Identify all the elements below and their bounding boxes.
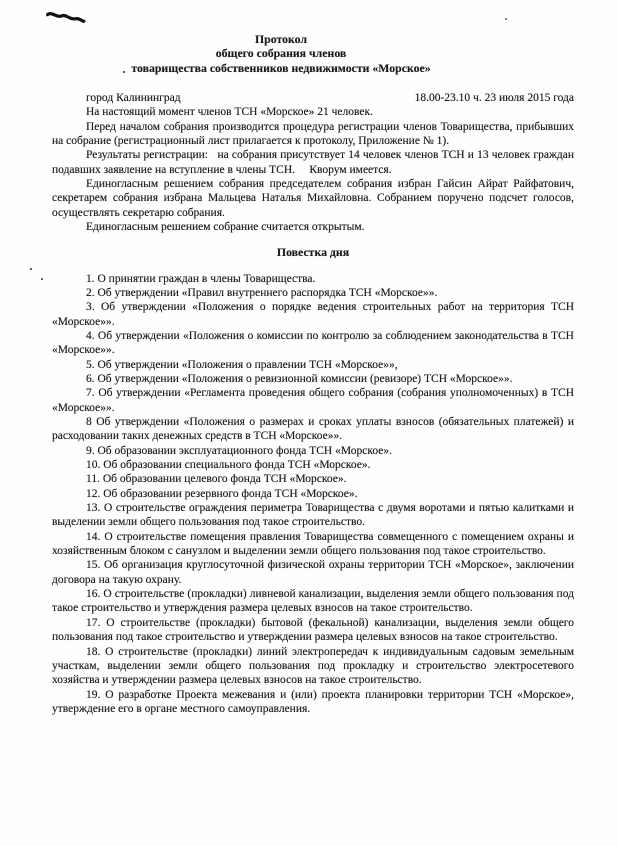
paragraph-registration-results: Результаты регистрации: на собрания присутствует 14 человек членов ТСН и 13 человек граждан подавших заявление на вступление в члены ТСН. Кворум имеется. [52,149,577,176]
agenda-item-19: 19. О разработке Проекта межевания и (или) проекта планировки территории ТСН «Морское», утверждение его в органе местного самоуправления. [52,688,574,715]
title-line-meeting: общего собрания членов [215,46,347,61]
agenda-heading: Повестка дня [276,245,350,260]
paragraph-chairman-secretary: Единогласным решением собрания председателем собрания избран Гайсин Айрат Райфатович, секретарем собрания избрана Мальцева Наталья Михайловна. Собранием поручено подсчет голосов, осуществлять секретарю собрания. [52,177,574,219]
paragraph-registration-procedure: Перед началом собрания производится процедура регистрации членов Товарищества, прибывших на собрание (регистрационный лист прилагается к протоколу, Приложение № 1). [52,120,574,147]
agenda-item-7: 7. Об утверждении «Регламента проведения общего собрания (собрания уполномоченных) в ТСН «Морское»». [52,387,574,414]
document-title [52,32,574,75]
agenda-item-6: 6. Об утверждении «Положения о ревизионной комиссии (ревизоре) ТСН «Морское»». [86,372,513,385]
agenda-item-1: 1. О принятии граждан в члены Товарищества. [86,272,316,285]
agenda-item-13: 13. О строительстве ограждения периметра Товарищества с двумя воротами и пятью калитками и выделении земли общего пользования под такое строительство. [52,502,574,529]
agenda-item-3: 3. Об утверждении «Положения о порядке ведения строительных работ на территория ТСН «Морское»». [52,301,574,328]
agenda-item-4: 4. Об утверждении «Положения о комиссии по контролю за соблюдением законодательства в ТСН «Морское»». [52,329,574,357]
document-content [52,0,577,716]
agenda-item-15: 15. Об организация круглосуточной физической охраны территории ТСН «Морское», заключении договора на такую охрану. [52,559,574,586]
scan-speck [30,268,32,270]
agenda-item-17: 17. О строительстве (прокладки) бытовой (фекальной) канализации, выделения земли общего пользования под такое строительство и утверждении размера целевых взносов на такое строительство. [52,616,574,644]
agenda-item-18: 18. О строительстве (прокладки) линий электропередач к индивидуальным садовым земельным участкам, выделении земли общего пользования под прокладку и строительство электросетевого хозяйства и утверждении размера целевых взносов на такое строительство. [52,645,574,687]
city-label: город Калининград [86,91,181,104]
agenda-item-10: 10. Об образовании специального фонда ТСН «Морское». [86,459,371,472]
title-line-protocol: Протокол [254,32,308,46]
title-line-association: товарищества собственников недвижимости «Морское» [131,60,431,75]
agenda-item-8: 8 Об утверждении «Положения о размерах и сроках уплаты взносов (обязательных платежей) и расходовании таких денежных средств в ТСН «Морское»». [52,416,574,443]
agenda-item-5: 5. Об утверждении «Положения о правлении ТСН «Морское»», [86,358,398,371]
place-date-row [52,91,574,105]
paragraph-meeting-opened: Единогласным решением собрание считается открытым. [86,220,365,233]
date-time-label: 18.00-23.10 ч. 23 июля 2015 года [414,91,574,104]
agenda-item-14: 14. О строительстве помещения правления Товарищества совмещенного с помещением охраны и хозяйственным блоком с санузлом и выделении земли общего пользования под такое строительство. [52,530,574,558]
paragraph-members-count: На настоящий момент членов ТСН «Морское» 21 человек. [86,106,373,119]
agenda-item-16: 16. О строительстве (прокладки) ливневой канализации, выделения земли общего пользования под такое строительство и утверждения размера целевых взносов на такое строительство. [52,588,574,615]
agenda-item-9: 9. Об образовании эксплуатационного фонда ТСН «Морское». [86,444,392,457]
agenda-item-11: 11. Об образовании целевого фонда ТСН «Морское». [86,473,347,486]
scan-speck [41,278,43,280]
agenda-item-12: 12. Об образовании резервного фонда ТСН «Морское». [86,487,358,500]
agenda-item-2: 2. Об утверждении «Правил внутреннего распорядка ТСН «Морское»». [86,286,438,299]
